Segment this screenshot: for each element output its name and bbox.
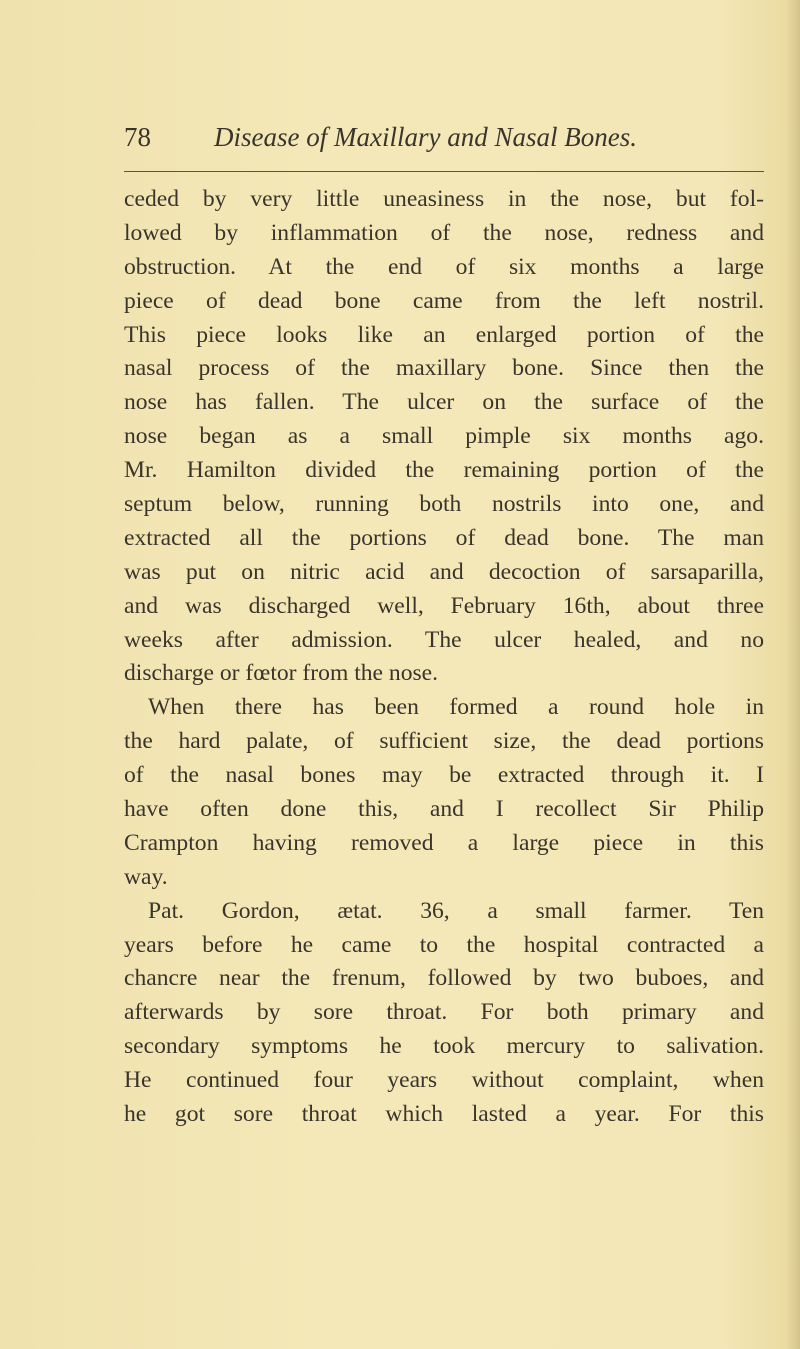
body-text	[124, 183, 764, 1132]
text-line: This piece looks like an enlarged portion of the	[124, 321, 764, 348]
text-line: obstruction. At the end of six months a large	[124, 253, 764, 280]
text-line: and was discharged well, February 16th, about three	[124, 592, 764, 619]
text-line: When there has been formed a round hole in	[148, 694, 764, 721]
page-edge-shadow	[786, 0, 800, 1349]
text-line: nose began as a small pimple six months ago.	[124, 423, 764, 450]
text-line: the hard palate, of sufficient size, the dead portions	[124, 728, 764, 755]
running-head	[124, 122, 764, 158]
header-rule	[124, 171, 764, 172]
text-line: discharge or fœtor from the nose.	[124, 660, 439, 687]
text-line: nasal process of the maxillary bone. Since then the	[124, 355, 764, 382]
text-line: piece of dead bone came from the left nostril.	[124, 287, 764, 314]
text-line: ceded by very little uneasiness in the nose, but fol-	[124, 186, 764, 212]
page-number: 78	[124, 122, 151, 152]
text-line: he got sore throat which lasted a year. For this	[124, 1101, 764, 1128]
text-line: nose has fallen. The ulcer on the surface of the	[124, 389, 764, 416]
text-line: Crampton having removed a large piece in this	[124, 829, 764, 856]
text-line: Mr. Hamilton divided the remaining portion of the	[124, 457, 764, 484]
text-line: afterwards by sore throat. For both primary and	[124, 999, 764, 1026]
text-line: way.	[124, 863, 168, 890]
text-line: have often done this, and I recollect Sir Philip	[124, 796, 764, 823]
text-line: He continued four years without complaint, when	[124, 1067, 764, 1094]
text-line: extracted all the portions of dead bone. The man	[124, 524, 764, 551]
text-line: weeks after admission. The ulcer healed, and no	[124, 626, 764, 653]
text-line: of the nasal bones may be extracted through it. I	[124, 762, 764, 789]
text-line: secondary symptoms he took mercury to salivation.	[124, 1033, 764, 1060]
text-line: lowed by inflammation of the nose, redness and	[124, 219, 764, 246]
text-line: Pat. Gordon, ætat. 36, a small farmer. Ten	[148, 897, 764, 924]
text-line: was put on nitric acid and decoction of sarsaparilla,	[124, 558, 764, 585]
text-line: chancre near the frenum, followed by two buboes, and	[124, 965, 764, 992]
text-line: septum below, running both nostrils into one, and	[124, 491, 764, 518]
running-title: Disease of Maxillary and Nasal Bones.	[214, 122, 637, 152]
text-line: years before he came to the hospital contracted a	[124, 931, 764, 958]
